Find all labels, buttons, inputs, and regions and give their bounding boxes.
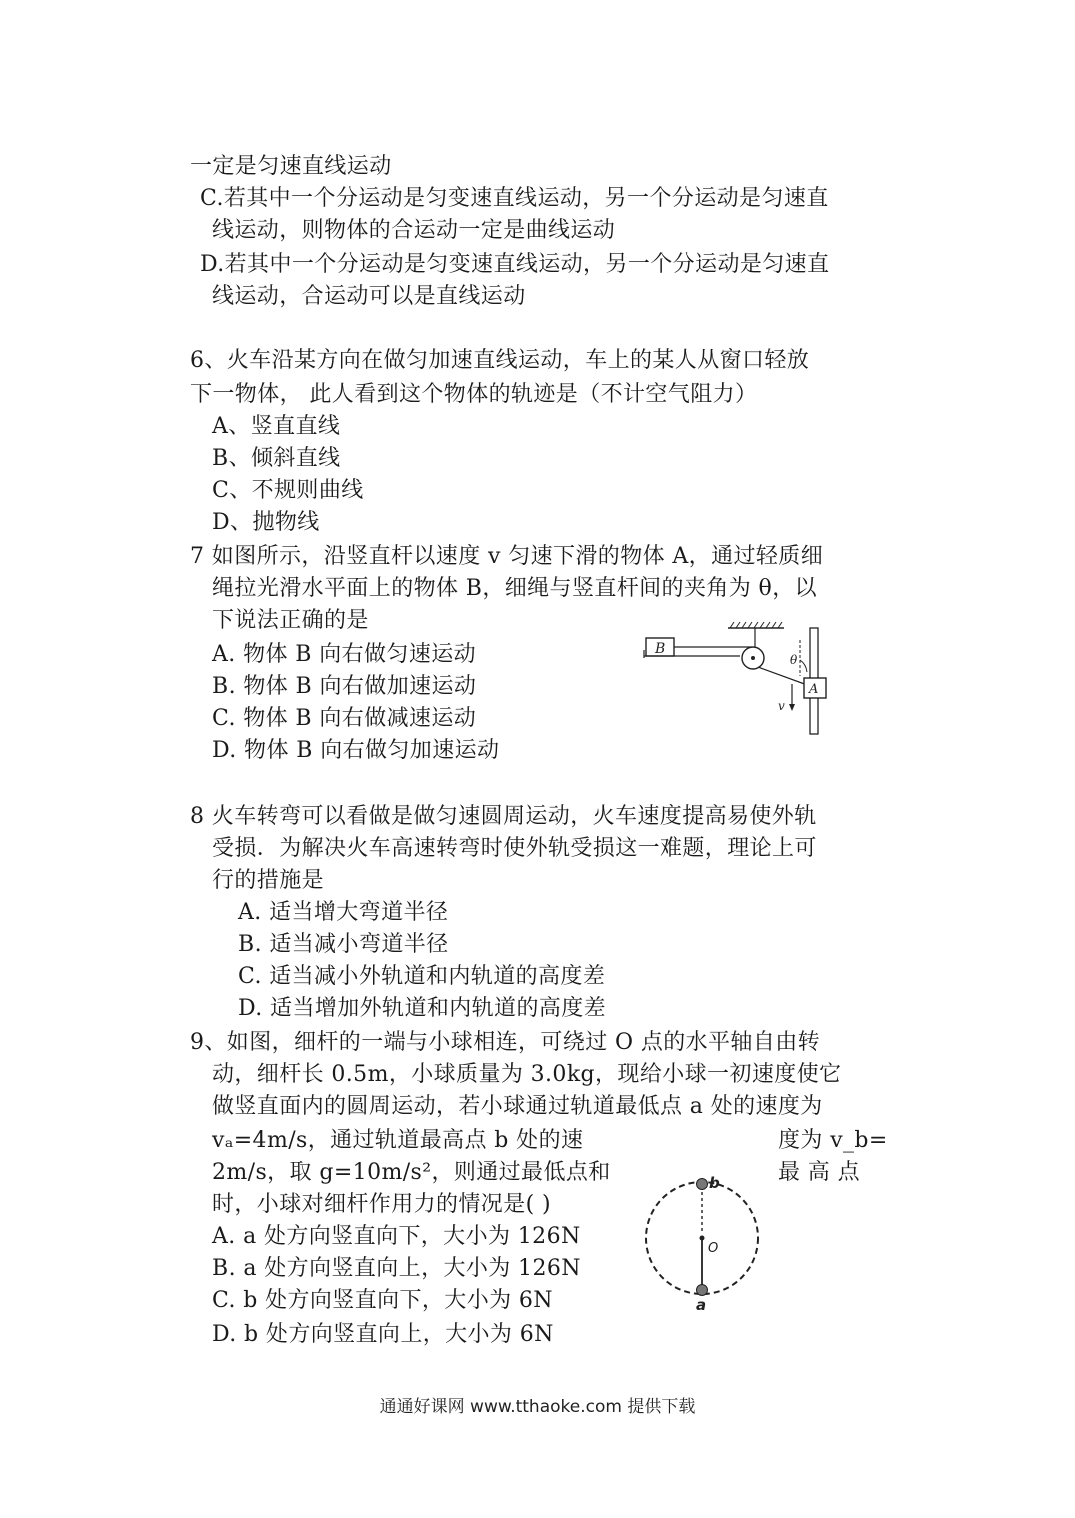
page-footer: 通通好课网 www.tthaoke.com 提供下载 — [379, 1397, 696, 1417]
q9-stem-line2: 动，细杆长 0.5m，小球质量为 3.0kg，现给小球一初速度使它 — [212, 1062, 842, 1087]
q6-stem-line2: 下一物体， 此人看到这个物体的轨迹是（不计空气阻力） — [190, 382, 758, 407]
q9-option-d: D. b 处方向竖直向上，大小为 6N — [212, 1322, 554, 1347]
q9-option-c: C. b 处方向竖直向下，大小为 6N — [212, 1288, 553, 1313]
q6-option-c: C、不规则曲线 — [212, 478, 364, 503]
q9-stem-line1: 9、如图，细杆的一端与小球相连，可绕过 O 点的水平轴自由转 — [190, 1030, 821, 1055]
q7-velocity-label: v — [778, 699, 785, 713]
q9-stem-line5-left: 2m/s，取 g=10m/s²，则通过最低点和 — [212, 1160, 611, 1185]
q8-option-b: B. 适当减小弯道半径 — [238, 932, 449, 957]
q9-bottom-label: a — [696, 1296, 707, 1312]
q9-stem-line3: 做竖直面内的圆周运动，若小球通过轨道最低点 a 处的速度为 — [212, 1094, 823, 1119]
q6-stem-line1: 6、火车沿某方向在做匀加速直线运动，车上的某人从窗口轻放 — [190, 348, 810, 373]
q6-option-b: B、倾斜直线 — [212, 446, 341, 471]
q5-line1: 一定是匀速直线运动 — [190, 154, 392, 179]
q9-circle-figure — [636, 1168, 772, 1312]
q8-stem-line1: 8 火车转弯可以看做是做匀速圆周运动，火车速度提高易使外轨 — [190, 804, 817, 829]
q6-option-a: A、竖直直线 — [212, 414, 341, 439]
q9-pivot — [700, 1236, 705, 1241]
q9-ball-top — [697, 1179, 708, 1190]
q5-option-c-line2: 线运动，则物体的合运动一定是曲线运动 — [212, 218, 616, 243]
q7-stem-line2: 绳拉光滑水平面上的物体 B，细绳与竖直杆间的夹角为 θ，以 — [212, 576, 818, 601]
q8-stem-line2: 受损．为解决火车高速转弯时使外轨受损这一难题，理论上可 — [212, 836, 817, 861]
q7-option-c: C. 物体 B 向右做减速运动 — [212, 706, 477, 731]
q7-option-b: B. 物体 B 向右做加速运动 — [212, 674, 477, 699]
q9-ball-bottom — [697, 1285, 708, 1296]
q9-stem-line4-right: 度为 v_b= — [778, 1128, 888, 1153]
q9-stem-line6: 时，小球对细杆作用力的情况是( ) — [212, 1192, 551, 1217]
q8-stem-line3: 行的措施是 — [212, 868, 325, 893]
q9-stem-line5-right: 最 高 点 — [778, 1160, 860, 1185]
q9-option-a: A. a 处方向竖直向下，大小为 126N — [212, 1224, 581, 1249]
q7-option-d: D. 物体 B 向右做匀加速运动 — [212, 738, 500, 763]
q7-block-b-label: B — [655, 641, 666, 657]
q7-angle-label: θ — [790, 653, 798, 667]
q7-string-inclined — [758, 667, 810, 686]
q6-option-d: D、抛物线 — [212, 510, 320, 535]
q7-block-a-label: A — [809, 682, 819, 697]
q5-option-c-line1: C.若其中一个分运动是匀变速直线运动，另一个分运动是匀速直 — [200, 186, 829, 211]
q7-stem-line1: 7 如图所示，沿竖直杆以速度 v 匀速下滑的物体 A，通过轻质细 — [190, 544, 824, 569]
q9-pivot-label: O — [708, 1241, 719, 1256]
q9-top-label: b — [709, 1174, 720, 1192]
q8-option-c: C. 适当减小外轨道和内轨道的高度差 — [238, 964, 606, 989]
q7-ceiling-hatch — [730, 622, 782, 628]
q7-pulley-axle — [751, 656, 755, 660]
q7-option-a: A. 物体 B 向右做匀速运动 — [212, 642, 477, 667]
q7-angle-arc — [800, 660, 807, 672]
q7-stem-line3: 下说法正确的是 — [212, 608, 369, 633]
q7-velocity-arrowhead — [789, 704, 795, 711]
q8-option-d: D. 适当增加外轨道和内轨道的高度差 — [238, 996, 607, 1021]
q9-stem-line4-left: vₐ=4m/s，通过轨道最高点 b 处的速 — [212, 1128, 584, 1153]
q5-option-d-line2: 线运动，合运动可以是直线运动 — [212, 284, 526, 309]
q5-option-d-line1: D.若其中一个分运动是匀变速直线运动，另一个分运动是匀速直 — [200, 252, 830, 277]
q7-pulley-figure — [640, 620, 840, 736]
q8-option-a: A. 适当增大弯道半径 — [238, 900, 449, 925]
q9-option-b: B. a 处方向竖直向上，大小为 126N — [212, 1256, 581, 1281]
